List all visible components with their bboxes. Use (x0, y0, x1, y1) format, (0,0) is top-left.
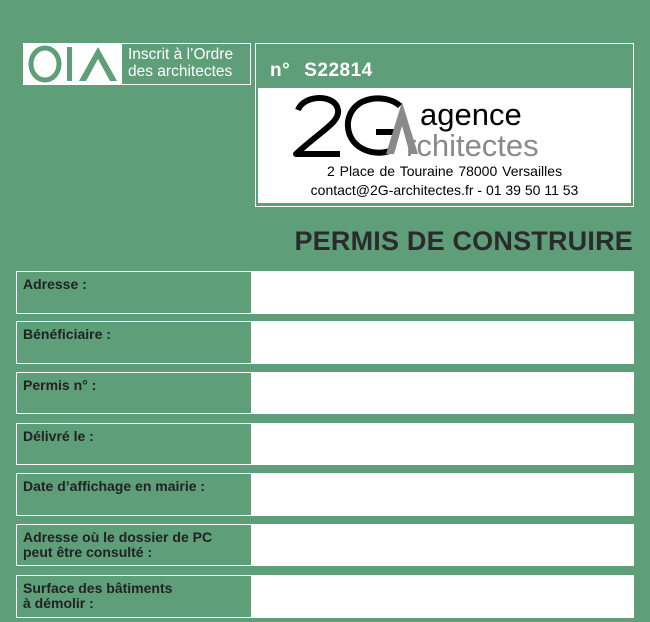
form-label: Délivré le : (16, 423, 252, 465)
form-row-date-affichage (16, 473, 634, 516)
form-label: Adresse où le dossier de PC peut être consulté : (16, 524, 252, 566)
form-field-date-affichage[interactable] (252, 473, 634, 516)
permit-number (270, 60, 373, 82)
architects-order-line1: Inscrit à l’Ordre (128, 46, 234, 63)
form-field-beneficiaire[interactable] (252, 321, 634, 364)
form-label: Surface des bâtiments à démolir : (16, 575, 252, 618)
architects-order-text (128, 46, 233, 80)
form-row-beneficiaire (16, 321, 634, 364)
form-field-delivre-le[interactable] (252, 423, 634, 465)
agency-contact: contact@2G-architectes.fr - 01 39 50 11 53 (310, 182, 579, 198)
form-field-adresse-dossier[interactable] (252, 524, 634, 566)
form-row-adresse (16, 271, 634, 314)
agency-name-line2: rchitectes (406, 128, 539, 162)
form-field-surface-demolir[interactable] (252, 575, 634, 618)
permit-number-label: n° (270, 60, 291, 81)
agency-address: 2 Place de Touraine 78000 Versailles (326, 163, 563, 179)
agency-card (258, 88, 631, 203)
form-row-adresse-dossier (16, 524, 634, 566)
form-row-permis-numero (16, 372, 634, 414)
oa-logo (24, 44, 122, 84)
form-field-adresse[interactable] (252, 271, 634, 314)
form-row-delivre-le (16, 423, 634, 465)
agency-logo (288, 92, 608, 167)
form-field-permis-numero[interactable] (252, 372, 634, 414)
page-title: PERMIS DE CONSTRUIRE (294, 226, 633, 256)
form-label: Bénéficiaire : (16, 321, 252, 364)
form-label: Permis n° : (16, 372, 252, 414)
form-row-surface-demolir (16, 575, 634, 618)
architects-order-line2: des architectes (128, 63, 233, 80)
permit-number-value: S22814 (304, 60, 373, 81)
agency-name-line1: agence (420, 97, 522, 132)
permit-number-box (255, 43, 634, 207)
form-label: Date d’affichage en mairie : (16, 473, 252, 516)
form-label: Adresse : (16, 271, 252, 314)
architects-order-badge (23, 43, 251, 85)
